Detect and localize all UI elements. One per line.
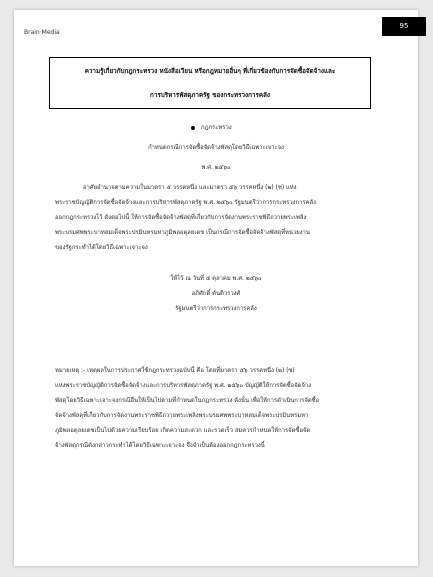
title-box — [49, 57, 371, 109]
intro-line-2: พระราชบัญญัติการจัดซื้อจัดจ้างและการบริหารพัสดุภาครัฐ พ.ศ. ๒๕๖๐ รัฐมนตรีว่าการกระทรวงการคลัง — [55, 200, 316, 206]
intro-line-3: ออกกฎกระทรวงไว้ ดังต่อไปนี้ ให้การจัดซื้อจัดจ้างพัสดุที่เกี่ยวกับการจัดงานพระราชพิธีถวายพระเพลิง — [55, 215, 307, 221]
signature-position: รัฐมนตรีว่าการกระทรวงการคลัง — [175, 306, 257, 312]
header-brand: Brain Media — [24, 29, 60, 36]
title-line-1: ความรู้เกี่ยวกับกฎกระทรวง หนังสือเวียน หรือกฎหมายอื่นๆ ที่เกี่ยวข้องกับการจัดซื้อจัดจ้างและ — [84, 68, 336, 75]
intro-line-5: ของรัฐกระทำได้โดยวิธีเฉพาะเจาะจง — [55, 245, 148, 251]
section-year: พ.ศ. ๒๕๖๐ — [201, 165, 231, 171]
note-line-5: ภูมิพลอดุลยเดชเป็นไปด้วยความเรียบร้อย เกิดความสะดวก และรวดเร็ว สมควรกำหนดให้การจัดซื้อจัด — [55, 428, 311, 434]
intro-line-1: อาศัยอำนาจตามความในมาตรา ๕ วรรคหนึ่ง และมาตรา ๕๖ วรรคหนึ่ง (๒) (ซ) แห่ง — [83, 185, 297, 191]
note-line-1: หมายเหตุ :- เหตุผลในการประกาศใช้กฎกระทรวงฉบับนี้ คือ โดยที่มาตรา ๕๖ วรรคหนึ่ง (๒) (ซ) — [55, 368, 295, 374]
section-heading: กำหนดกรณีการจัดซื้อจัดจ้างพัสดุโดยวิธีเฉพาะเจาะจง — [148, 145, 284, 151]
bullet-icon — [191, 126, 195, 130]
intro-line-4: พระบรมศพพระบาทสมเด็จพระปรมินทรมหาภูมิพลอดุลยเดช เป็นกรณีการจัดซื้อจัดจ้างพัสดุที่หน่วยงาน — [55, 230, 310, 236]
signature-date: ให้ไว้ ณ วันที่ ๕ ตุลาคม พ.ศ. ๒๕๖๐ — [170, 276, 262, 282]
page-number-badge: 95 — [382, 17, 426, 36]
section-bullet-row — [191, 122, 232, 132]
bullet-label: กฎกระทรวง — [201, 125, 232, 131]
note-line-3: พัสดุโดยวิธีเฉพาะเจาะจงกรณีอื่นให้เป็นไปตามที่กำหนดในกฎกระทรวง ดังนั้น เพื่อให้การดำเนินการจัดซื้อ — [55, 398, 320, 404]
title-line-2: การบริหารพัสดุภาครัฐ ของกระทรวงการคลัง — [150, 92, 270, 99]
signature-name: อภิศักดิ์ ตันติวรวงศ์ — [191, 291, 241, 297]
document-page — [14, 10, 418, 566]
note-line-2: แห่งพระราชบัญญัติการจัดซื้อจัดจ้างและการบริหารพัสดุภาครัฐ พ.ศ. ๒๕๖๐ บัญญัติให้การจัดซื้อจัดจ้าง — [55, 383, 312, 389]
note-line-4: จัดจ้างพัสดุที่เกี่ยวกับการจัดงานพระราชพิธีถวายพระเพลิงพระบรมศพพระบาทสมเด็จพระปรมินทรมหา — [55, 413, 309, 419]
note-line-6: จ้างพัสดุกรณีดังกล่าวกระทำได้โดยวิธีเฉพาะเจาะจง จึงจำเป็นต้องออกกฎกระทรวงนี้ — [55, 443, 265, 449]
